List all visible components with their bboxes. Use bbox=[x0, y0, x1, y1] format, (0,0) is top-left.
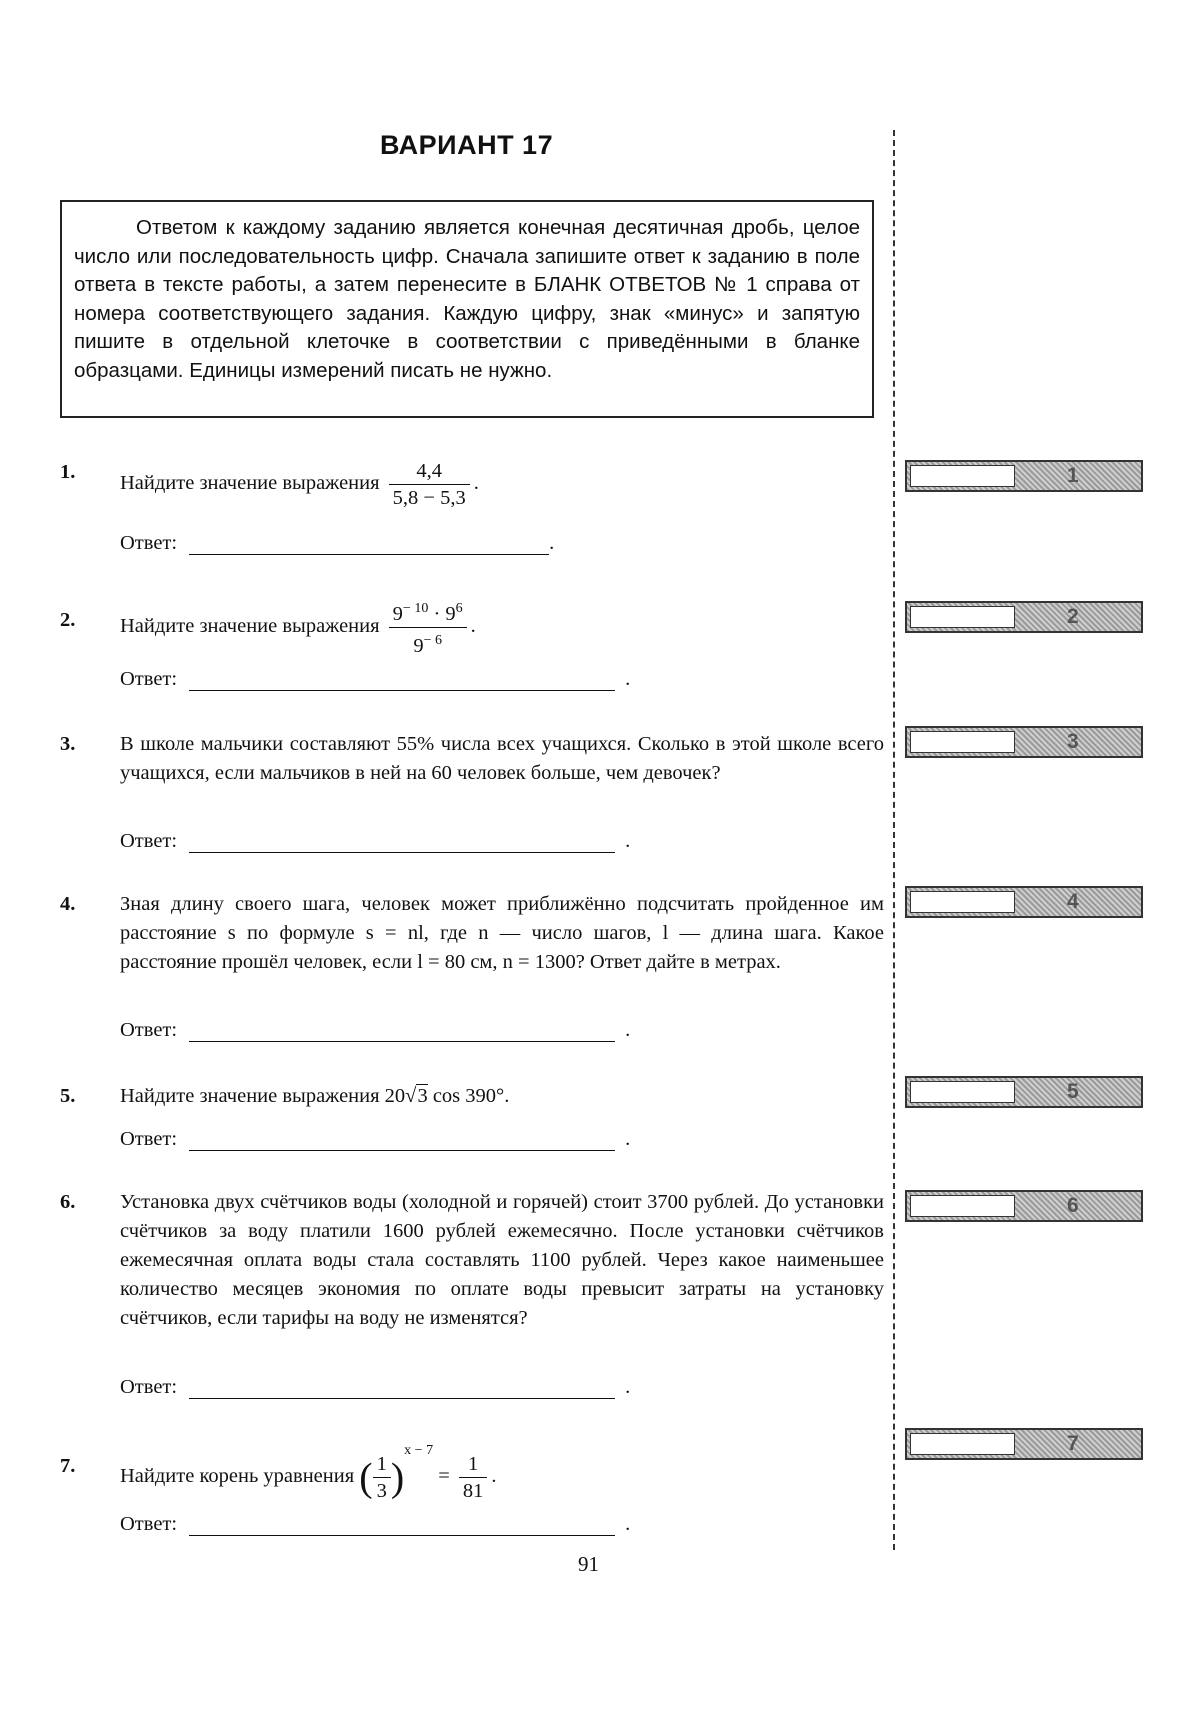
answer-line[interactable] bbox=[189, 1019, 615, 1042]
answer-box-4[interactable]: 4 bbox=[905, 886, 1143, 918]
fraction-numerator: $9^{- 10} \cdot 9^6$ bbox=[389, 596, 467, 628]
answer-line[interactable] bbox=[189, 1376, 615, 1399]
task-number: 2. bbox=[60, 609, 76, 631]
answer-box-field[interactable] bbox=[910, 731, 1015, 753]
answer-box-field[interactable] bbox=[910, 891, 1015, 913]
answer-box-field[interactable] bbox=[910, 1195, 1015, 1217]
task-4 bbox=[60, 890, 884, 977]
answer-label: Ответ: bbox=[120, 1376, 178, 1398]
answer-box-5[interactable]: 5 bbox=[905, 1076, 1143, 1108]
answer-row-6: Ответ: . bbox=[120, 1376, 631, 1398]
math-equation: ( $\frac{1}{3}$ )$^{x - 7}$ = $\frac{1}{81}$ bbox=[359, 1465, 491, 1487]
answer-box-3[interactable]: 3 bbox=[905, 726, 1143, 758]
answer-label: Ответ: bbox=[120, 1513, 178, 1535]
answer-line[interactable] bbox=[189, 1128, 615, 1151]
answer-label: Ответ: bbox=[120, 1128, 178, 1150]
answer-row-1: Ответ: . bbox=[120, 532, 555, 554]
answer-line[interactable] bbox=[189, 668, 615, 691]
task-number: 7. bbox=[60, 1455, 76, 1477]
answer-box-field[interactable] bbox=[910, 465, 1015, 487]
answer-box-1[interactable]: 1 bbox=[905, 460, 1143, 492]
math-expression: 20√3 cos 390° bbox=[384, 1085, 505, 1107]
answer-line[interactable] bbox=[189, 1513, 615, 1536]
answer-label: Ответ: bbox=[120, 668, 178, 690]
page-number: 91 bbox=[578, 1552, 599, 1576]
answer-label: Ответ: bbox=[120, 532, 178, 554]
task-3 bbox=[60, 730, 884, 788]
task-text: Найдите значение выражения bbox=[120, 615, 380, 638]
fraction-denominator: 5,8 − 5,3 bbox=[392, 487, 466, 509]
task-2: 2. Найдите значение выражения $\frac{9^{- 10} \cdot 9^6}{9^{- 6}}$ . bbox=[60, 596, 884, 659]
task-number: 6. bbox=[60, 1191, 76, 1213]
task-5: 5. Найдите значение выражения 20√3 cos 390°. bbox=[60, 1082, 884, 1111]
answer-row-4: Ответ: . bbox=[120, 1019, 631, 1041]
fraction-denominator: $9^{- 6}$ bbox=[413, 632, 442, 657]
fraction bbox=[389, 596, 467, 659]
task-number: 3. bbox=[60, 733, 76, 755]
task-text: Установка двух счётчиков воды (холодной и горячей) стоит 3700 рублей. До установки счётчиков за воду платили 1600 рублей ежемесячно. После установки счётчиков ежемесячная оплата воды стала составлять 1100 рублей. Через какое наименьшее количество месяцев экономия по оплате воды превысит затраты на установку счётчиков, если тарифы на воду не изменятся? bbox=[120, 1191, 884, 1329]
answer-label: Ответ: bbox=[120, 1019, 178, 1041]
answer-box-6[interactable]: 6 bbox=[905, 1190, 1143, 1222]
answer-line[interactable] bbox=[189, 532, 549, 555]
task-text: Зная длину своего шага, человек может приближённо подсчитать пройденное им расстояние s по формуле s = nl, где n — число шагов, l — длина шага. Какое расстояние прошёл человек, если l = 80 см, n = 1300? Ответ дайте в метрах. bbox=[120, 893, 884, 973]
task-1: 1. Найдите значение выражения $\frac{4,4}{5,8 - 5,3}$ . bbox=[60, 460, 479, 509]
task-text: Найдите корень уравнения bbox=[120, 1465, 355, 1487]
answer-label: Ответ: bbox=[120, 830, 178, 852]
answer-box-field[interactable] bbox=[910, 1433, 1015, 1455]
cut-line bbox=[893, 130, 895, 1550]
task-text: Найдите значение выражения bbox=[120, 472, 380, 495]
task-7: 7. Найдите корень уравнения ( $\frac{1}{3}$ )$^{x - 7}$ = $\frac{1}{81}$ . bbox=[60, 1443, 497, 1502]
answer-row-7: Ответ: . bbox=[120, 1513, 631, 1535]
page-title: ВАРИАНТ 17 bbox=[380, 130, 554, 160]
answer-line[interactable] bbox=[189, 830, 615, 853]
task-number: 4. bbox=[60, 893, 76, 915]
answer-row-2: Ответ: . bbox=[120, 668, 631, 690]
answer-row-3: Ответ: . bbox=[120, 830, 631, 852]
task-text: Найдите значение выражения bbox=[120, 1085, 380, 1107]
task-6 bbox=[60, 1188, 884, 1333]
task-text: В школе мальчики составляют 55% числа всех учащихся. Сколько в этой школе всего учащихся, если мальчиков в ней на 60 человек больше, чем девочек? bbox=[120, 733, 884, 784]
task-number: 1. bbox=[60, 461, 76, 483]
answer-box-field[interactable] bbox=[910, 1081, 1015, 1103]
answer-box-2[interactable]: 2 bbox=[905, 601, 1143, 633]
answer-row-5: Ответ: . bbox=[120, 1128, 631, 1150]
answer-box-field[interactable] bbox=[910, 606, 1015, 628]
answer-box-7[interactable]: 7 bbox=[905, 1428, 1143, 1460]
fraction-numerator: 4,4 bbox=[389, 458, 470, 485]
instructions-box: Ответом к каждому заданию является конечная десятичная дробь, целое число или последовательность цифр. Сначала запишите ответ к заданию в поле ответа в тексте работы, а затем перенесите в БЛАНК ОТВЕТОВ № 1 справа от номера соответствующего задания. Каждую цифру, знак «минус» и запятую пишите в отдельной клеточке в соответствии с приведёнными в бланке образцами. Единицы измерений писать не нужно. bbox=[60, 200, 874, 418]
task-number: 5. bbox=[60, 1085, 76, 1107]
fraction bbox=[389, 458, 470, 511]
